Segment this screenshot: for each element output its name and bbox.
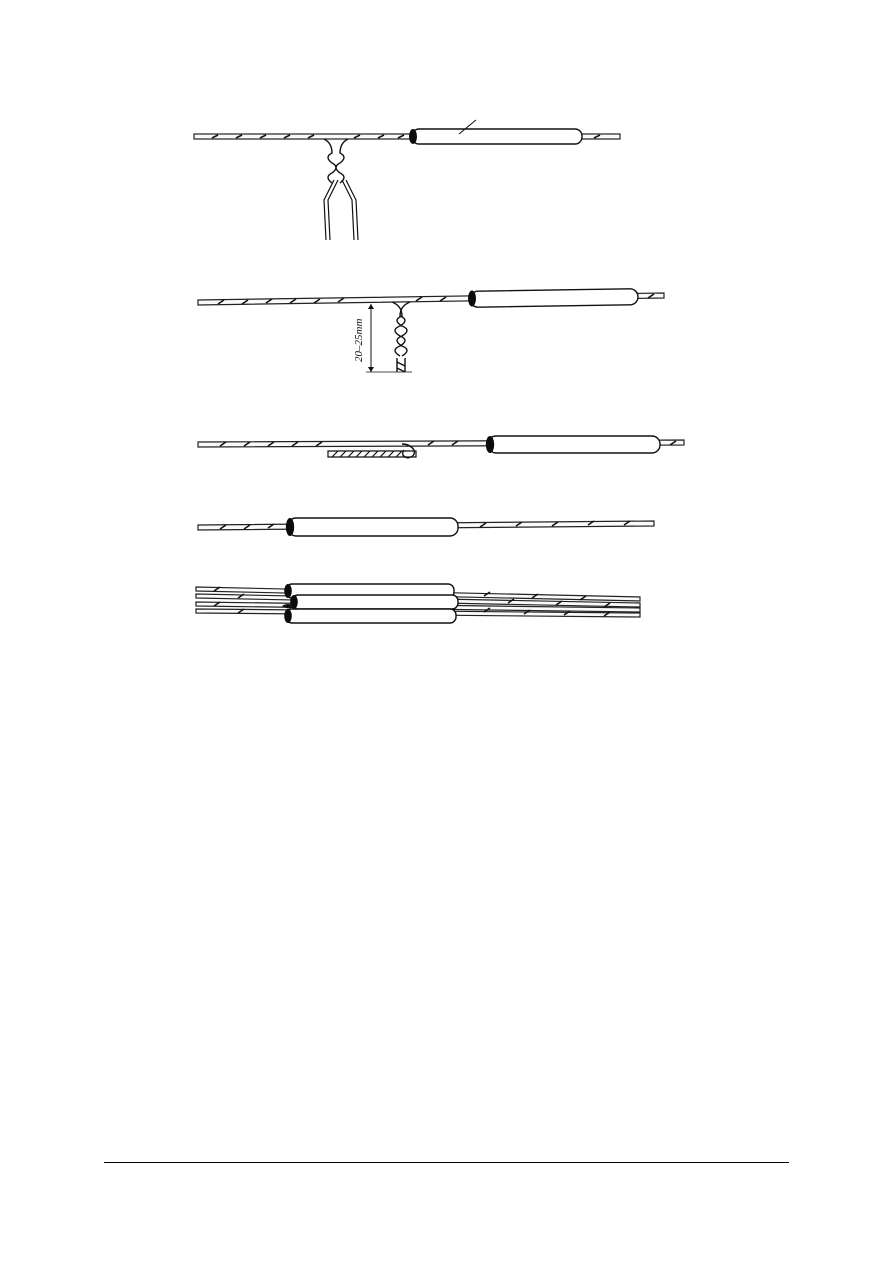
step-5-staggered-joints [196,584,640,623]
sleeve-end [284,609,292,623]
sleeve-end [286,518,294,536]
insulation-sleeve [286,609,456,623]
branch-lead-left [324,180,338,240]
footer-rule [104,1162,789,1163]
branch-lead-right [342,180,358,240]
sleeve-end [409,129,417,144]
insulation-sleeve [470,289,638,308]
insulation-sleeve [288,518,458,536]
insulation-sleeve [292,595,458,609]
dimension-label: 20–25mm [353,318,365,362]
step-4-sleeve-over-joint [198,518,654,536]
twisted-joint [324,139,348,183]
insulation-sleeve [488,436,660,453]
step-3-folded-joint [198,436,684,458]
wrapped-joint [392,302,410,372]
step-1-t-tap [194,120,620,240]
sleeve-end [468,291,476,307]
wire-splice-illustration [184,100,704,632]
sleeve-end [486,436,494,453]
sleeve-end [284,584,292,598]
step-2-wrapped-joint [198,289,664,372]
insulation-sleeve [412,129,582,144]
